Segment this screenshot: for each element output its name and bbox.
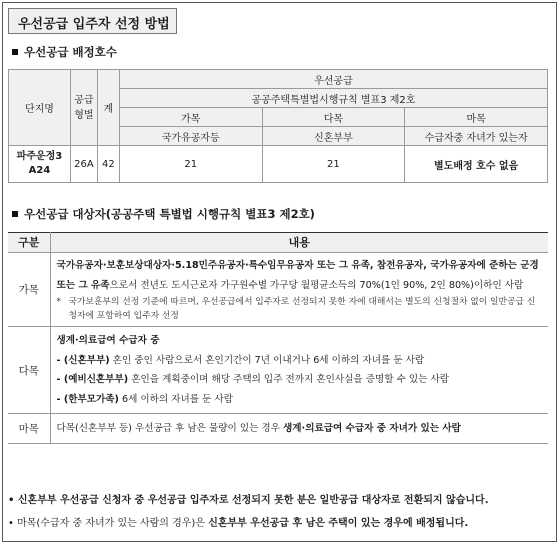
cell-ga: 21 xyxy=(119,146,262,183)
na-line-1-label: - (신혼부부) xyxy=(56,354,110,366)
na-line-2-text: 혼인을 계획중이며 해당 주택의 입주 전까지 혼인사실을 증명할 수 있는 사람 xyxy=(128,374,450,385)
na-line-3-text: 6세 이하의 자녀를 둔 사람 xyxy=(118,393,233,405)
cell-ma: 별도배정 호수 없음 xyxy=(405,146,548,183)
header-category: 구분 xyxy=(8,233,50,253)
square-bullet-icon xyxy=(12,49,18,55)
cell-complex: 파주운정3 A24 xyxy=(9,146,71,183)
section-heading-eligibility xyxy=(12,206,315,222)
ga-bold-text: 국가유공자·보훈보상대상자·5.18민주유공자·특수임무유공자 또는 그 유족, 참전유공자, 국가유공자에 준하는 군경 또는 그 유족 xyxy=(56,260,539,291)
header-na: 다목 xyxy=(262,108,405,127)
section-title: 우선공급 배정호수 xyxy=(24,45,117,59)
header-total: 계 xyxy=(97,70,119,146)
ga-text: 으로서 전년도 도시근로자 가구원수별 가구당 월평균소득의 70%(1인 90%, 2인 80%)이하인 사람 xyxy=(109,279,524,291)
na-line-2 xyxy=(57,370,543,390)
section-heading-allocation xyxy=(12,44,117,60)
table-row-ma xyxy=(8,414,548,444)
ma-text: 다목(신혼부부 등) 우선공급 후 남은 물량이 있는 경우 xyxy=(56,422,284,434)
na-line-1 xyxy=(57,351,543,371)
subheader-ma: 수급자중 자녀가 있는자 xyxy=(405,127,548,146)
table-row xyxy=(9,146,548,183)
footnote-2-bold: 신혼부부 우선공급 후 남은 주택이 있는 경우에 배정됩니다. xyxy=(208,518,469,529)
table-header-row xyxy=(8,233,548,253)
cell-type: 26A xyxy=(70,146,97,183)
cell-total: 42 xyxy=(97,146,119,183)
na-line-3 xyxy=(57,390,543,410)
table-row xyxy=(9,70,548,89)
table-row-ga xyxy=(8,253,548,327)
footnote-2-prefix: • 마목(수급자 중 자녀가 있는 사람의 경우)은 xyxy=(8,518,209,529)
page-title: 우선공급 입주자 선정 방법 xyxy=(8,8,177,34)
row-label-ma: 마목 xyxy=(8,414,50,444)
footnote-2 xyxy=(8,514,548,529)
row-label-na: 다목 xyxy=(8,327,50,414)
na-line-2-label: - (예비신혼부부) xyxy=(56,374,129,385)
na-line-1-text: 혼인 중인 사람으로서 혼인기간이 7년 이내거나 6세 이하의 자녀를 둔 사람 xyxy=(109,354,425,366)
na-head: 생계·의료급여 수급자 중 xyxy=(56,335,160,346)
subheader-na: 신혼부부 xyxy=(262,127,405,146)
header-ma: 마목 xyxy=(405,108,548,127)
table-row-na xyxy=(8,327,548,414)
row-content-na xyxy=(50,327,548,414)
eligibility-table xyxy=(8,232,548,444)
allocation-table xyxy=(8,69,548,183)
ma-bold-text: 생계·의료급여 수급자 중 자녀가 있는 사람 xyxy=(283,422,461,434)
square-bullet-icon xyxy=(12,211,18,217)
header-rule: 공공주택특별법시행규칙 별표3 제2호 xyxy=(119,89,547,108)
row-content-ga xyxy=(50,253,548,327)
header-content: 내용 xyxy=(50,233,548,253)
ga-note-text: 국가보훈부의 선정 기준에 따르며, 우선공급에서 입주자로 선정되지 못한 자에 대해서는 별도의 신청절차 없이 일반공급 신청자에 포함하여 입주자 선정 xyxy=(68,297,536,321)
subheader-ga: 국가유공자등 xyxy=(119,127,262,146)
na-line-3-label: - (한부모가족) xyxy=(56,393,119,405)
row-content-ma xyxy=(50,414,548,444)
asterisk-mark: * xyxy=(56,297,61,307)
ga-description xyxy=(57,256,543,295)
row-label-ga: 가목 xyxy=(8,253,50,327)
header-ga: 가목 xyxy=(119,108,262,127)
ga-note xyxy=(57,295,543,323)
cell-na: 21 xyxy=(262,146,405,183)
header-supply-type: 공급 형벌 xyxy=(70,70,97,146)
footnote-1: • 신혼부부 우선공급 신청자 중 우선공급 입주자로 선정되지 못한 분은 일반공급 대상자로 전환되지 않습니다. xyxy=(8,495,489,506)
header-complex: 단지명 xyxy=(9,70,71,146)
section-title: 우선공급 대상자(공공주택 특별법 시행규칙 별표3 제2호) xyxy=(24,207,315,221)
header-priority-supply: 우선공급 xyxy=(119,70,547,89)
